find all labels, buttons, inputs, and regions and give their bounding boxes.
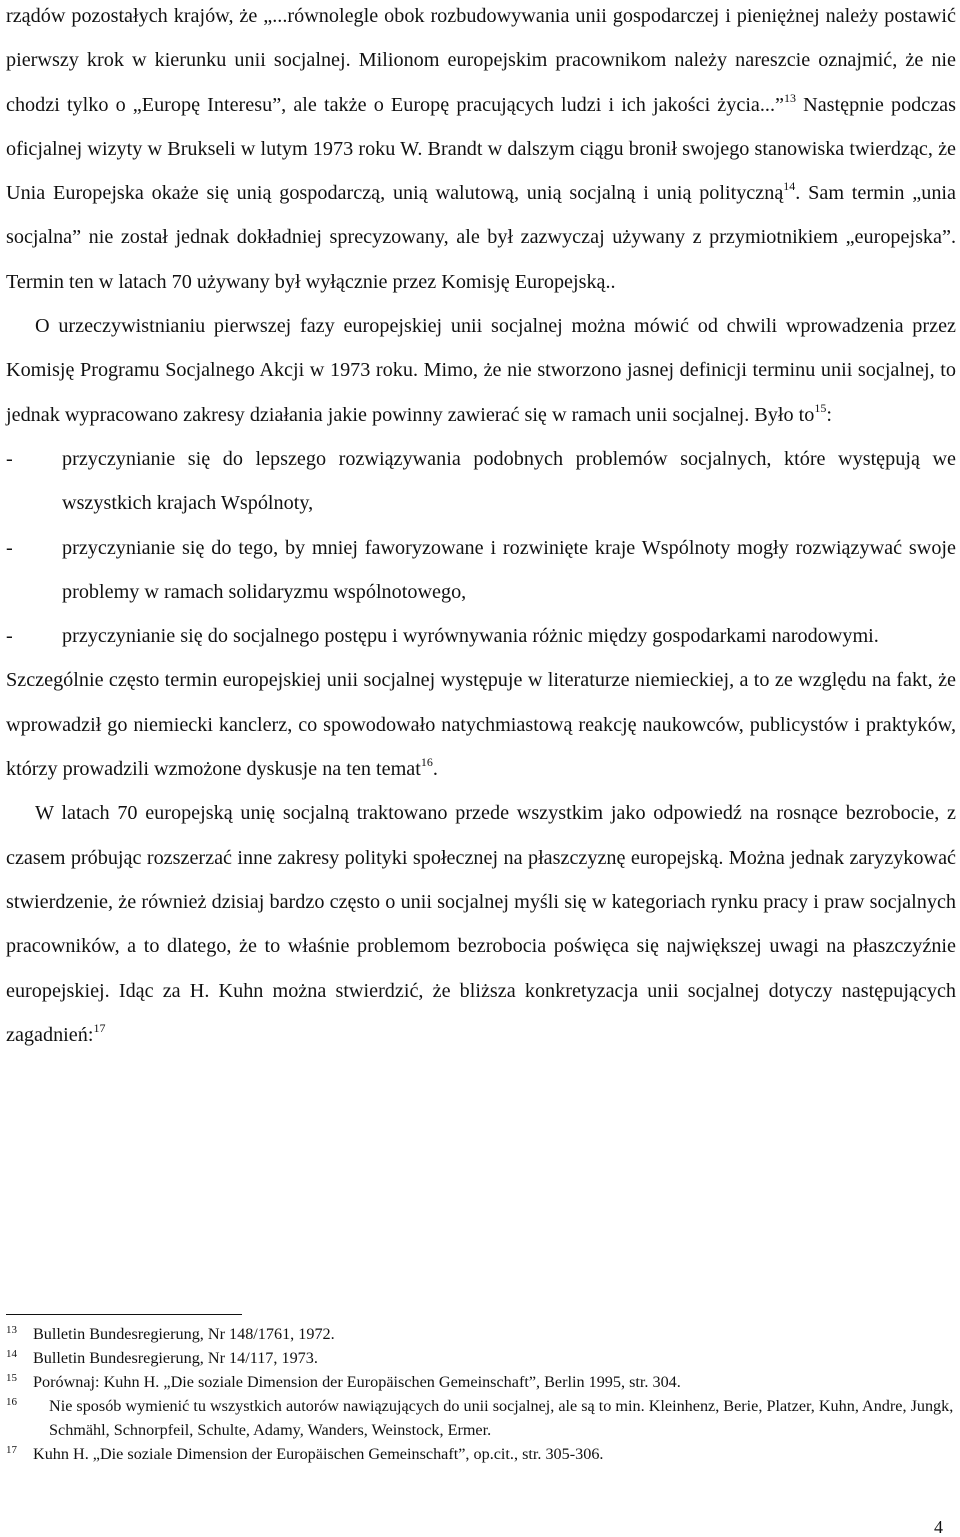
footnote-number: 13 [6, 1324, 17, 1336]
footnote-number: 17 [6, 1444, 17, 1456]
paragraph-2-text-a: O urzeczywistnianiu pierwszej fazy europejskiej unii socjalnej można mówić od chwili wprowadzenia przez Komisję Programu Socjalnego Akcji w 1973 roku. Mimo, że nie stworzono jasnej definicji terminu unii socjalnej, to jednak wypracowano zakresy działania jakie powinny zawierać się w ramach unii socjalnej. Było to [6, 315, 956, 426]
paragraph-2-text-b: : [826, 403, 832, 426]
footnote-16 [6, 1394, 956, 1442]
paragraph-4 [6, 791, 956, 1057]
footnote-text: Bulletin Bundesregierung, Nr 14/117, 1973. [33, 1349, 318, 1367]
paragraph-3-text-a: Szczególnie często termin europejskiej unii socjalnej występuje w literaturze niemieckiej, a to ze względu na fakt, że wprowadził go niemiecki kanclerz, co spowodowało natychmiastową reakcję naukowców, publicystów i praktyków, którzy prowadzili wzmożone dyskusje na ten temat [6, 669, 956, 781]
footnote-ref-13[interactable]: 13 [784, 90, 796, 105]
footnote-ref-15[interactable]: 15 [814, 400, 827, 415]
paragraph-2 [6, 304, 956, 437]
body-text [6, 0, 956, 1057]
footnote-15 [6, 1370, 956, 1394]
footnote-number: 15 [6, 1372, 17, 1384]
paragraph-4-text-a: W latach 70 europejską unię socjalną traktowano przede wszystkim jako odpowiedź na rosnące bezrobocie, z czasem próbując rozszerzać inne zakresy polityki społecznej na płaszczyznę europejską. Można jednak zaryzykować stwierdzenie, że również dzisiaj bardzo często o unii socjalnej myśli się w kategoriach rynku pracy i praw socjalnych pracowników, a to dlatego, że to właśnie problemom bezrobocia poświęca się największej uwagi na płaszczyźnie europejskiej. Idąc za H. Kuhn można stwierdzić, że bliższa konkretyzacja unii socjalnej dotyczy następujących zagadnień: [6, 802, 956, 1046]
paragraph-3-text-b: . [432, 758, 438, 781]
list-item-text: przyczynianie się do lepszego rozwiązywania podobnych problemów socjalnych, które występują we wszystkich krajach Wspólnoty, [62, 447, 956, 515]
footnote-14 [6, 1346, 956, 1370]
list-item [6, 526, 956, 615]
list-item [6, 614, 956, 658]
paragraph-1-text-b: Następnie podczas oficjalnej wizyty w Brukseli w lutym 1973 roku W. Brandt w dalszym ciągu bronił swojego stanowiska twierdząc, że Unia Europejska okaże się unią gospodarczą, unią walutową, unią socjalną i unią polityczną [6, 93, 956, 205]
footnote-text: Nie sposób wymienić tu wszystkich autorów nawiązujących do unii socjalnej, ale są to min. Kleinhenz, Berie, Platzer, Kuhn, Andre, Jungk, Schmähl, Schnorpfeil, Schulte, Adamy, Wanders, Weinstock, Ermer. [49, 1397, 954, 1439]
list-item-text: przyczynianie się do tego, by mniej faworyzowane i rozwinięte kraje Wspólnoty mogły rozwiązywać swoje problemy w ramach solidaryzmu wspólnotowego, [62, 536, 956, 603]
paragraph-1-text-a: rządów pozostałych krajów, że „...równolegle obok rozbudowywania unii gospodarczej i pieniężnej należy postawić pierwszy krok w kierunku unii socjalnej. Milionom europejskim pracownikom należy nareszcie oznajmić, że nie chodzi tylko o „Europę Interesu”, ale także o Europę pracujących ludzi i ich jakości życia...” [6, 5, 956, 116]
footnote-ref-16[interactable]: 16 [420, 755, 433, 770]
list-item-text: przyczynianie się do socjalnego postępu i wyrównywania różnic między gospodarkami narodowymi. [62, 625, 879, 648]
footnote-text: Bulletin Bundesregierung, Nr 148/1761, 1972. [33, 1325, 335, 1343]
footnote-ref-17[interactable]: 17 [93, 1020, 106, 1035]
footnote-ref-14[interactable]: 14 [783, 179, 796, 194]
footnote-number: 16 [6, 1396, 17, 1408]
paragraph-3 [6, 658, 956, 791]
footnotes [6, 1322, 956, 1466]
footnote-17 [6, 1442, 956, 1466]
paragraph-1-text-c: . Sam termin „unia socjalna” nie został jednak dokładniej sprecyzowany, ale był zazwyczaj używany z przymiotnikiem „europejska”. Termin ten w latach 70 używany był wyłącznie przez Komisję Europejską.. [6, 182, 957, 293]
dash-bullet: - [6, 625, 13, 648]
paragraph-1 [6, 0, 956, 304]
page-number: 4 [934, 1517, 943, 1537]
dash-bullet: - [6, 447, 13, 470]
dash-bullet: - [6, 536, 13, 559]
footnote-13 [6, 1322, 956, 1346]
footnote-number: 14 [6, 1348, 17, 1360]
footnote-text: Porównaj: Kuhn H. „Die soziale Dimension der Europäischen Gemeinschaft”, Berlin 1995, str. 304. [33, 1373, 681, 1391]
footnote-separator [6, 1314, 242, 1315]
footnote-text: Kuhn H. „Die soziale Dimension der Europäischen Gemeinschaft”, op.cit., str. 305-306. [33, 1445, 604, 1463]
list-item [6, 437, 956, 526]
